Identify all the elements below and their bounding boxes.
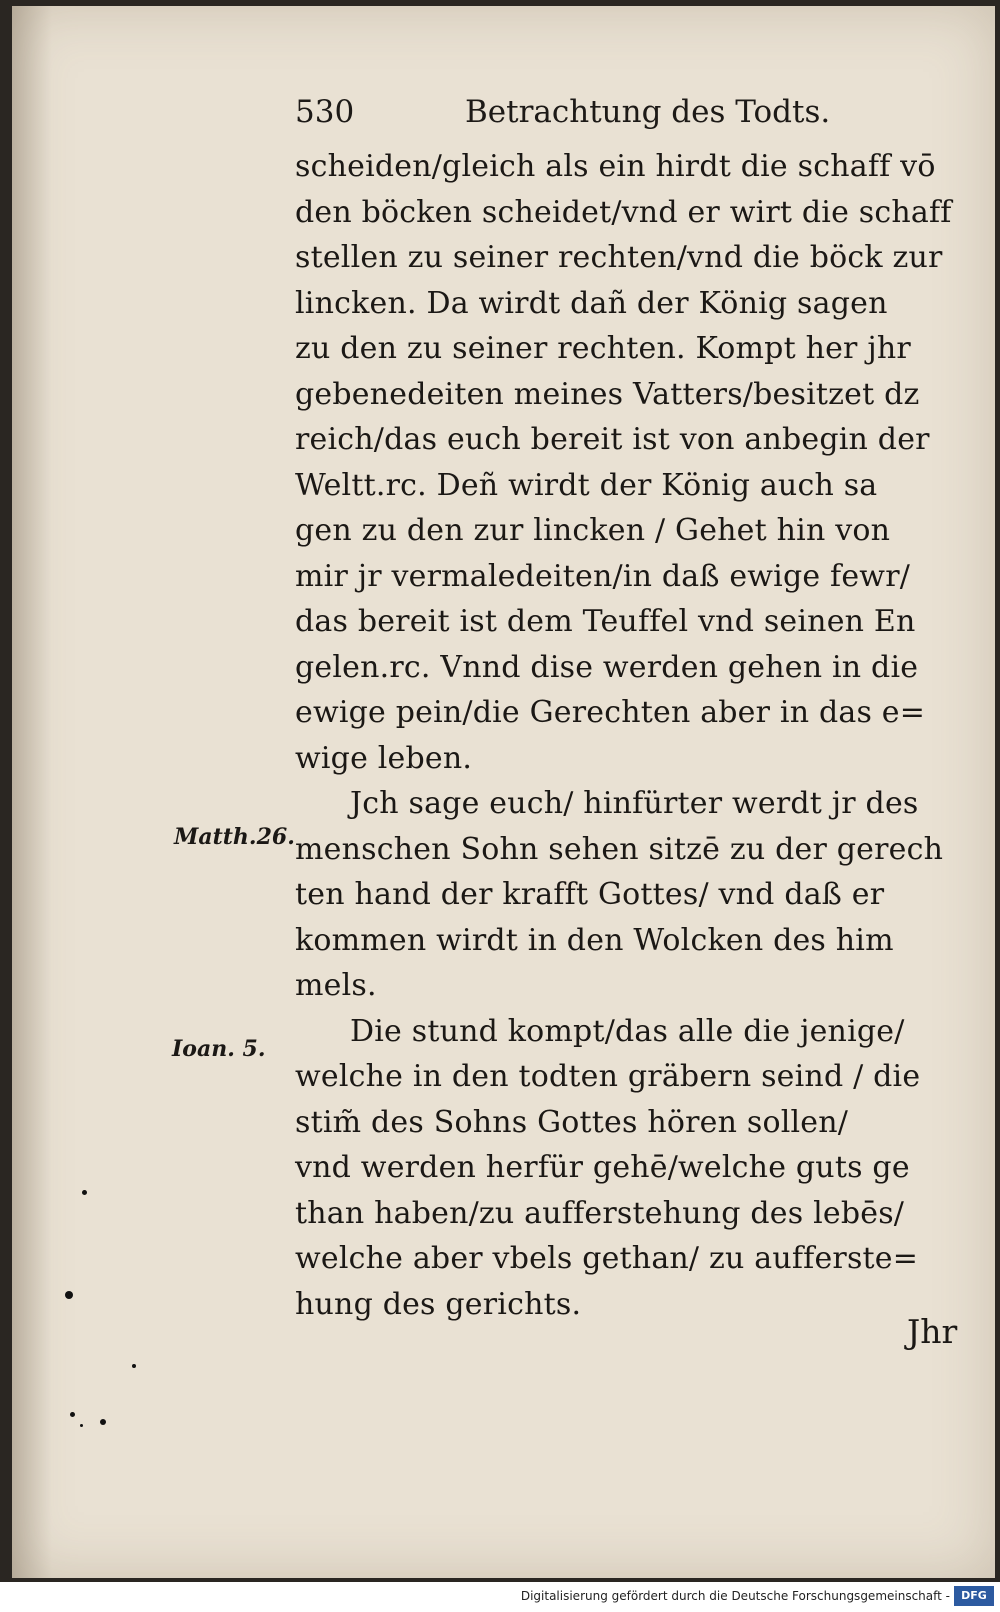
footer-credit: Digitalisierung gefördert durch die Deutsche Forschungsgemeinschaft - [520,1589,950,1603]
text-line: wige leben. [295,740,473,776]
text-line: gebenedeiten meines Vatters/besitzet dz [295,376,920,412]
dfg-logo: DFG [954,1586,994,1606]
page-number: 530 [295,94,355,130]
text-line: ewige pein/die Gerechten aber in das e= [295,695,926,730]
book-page [12,6,995,1578]
text-line: Weltt.rc. Deñ wirdt der König auch sa [295,467,878,503]
text-line: das bereit ist dem Teuffel vnd seinen En [295,604,916,639]
ink-speck [100,1419,106,1425]
text-line: than haben/zu aufferstehung des lebēs/ [295,1195,905,1231]
page-gutter-shadow [12,6,52,1578]
text-line: mels. [295,968,377,1003]
ink-speck [65,1291,73,1299]
margin-note-matth: Matth.26. [174,824,295,850]
text-line: reich/das euch bereit ist von anbegin der [295,422,930,457]
text-line: ten hand der krafft Gottes/ vnd daß er [295,877,885,912]
text-line: zu den zu seiner rechten. Kompt her jhr [295,331,911,366]
text-line: welche in den todten gräbern seind / die [295,1059,921,1094]
text-line: hung des gerichts. [295,1286,582,1322]
ink-speck [80,1424,83,1427]
catchword: Jhr [907,1312,958,1351]
text-line: kommen wirdt in den Wolcken des him [295,922,894,958]
text-line: lincken. Da wirdt dañ der König sagen [295,285,888,321]
body-text [295,144,975,1327]
text-line: menschen Sohn sehen sitzē zu der gerech [295,831,944,867]
text-line: gelen.rc. Vnnd dise werden gehen in die [295,649,919,685]
text-line: gen zu den zur lincken / Gehet hin von [295,513,891,548]
page-header [295,94,855,138]
text-line: stim̃ des Sohns Gottes hören sollen/ [295,1104,849,1140]
text-line: den böcken scheidet/vnd er wirt die schaff [295,194,952,230]
text-line: stellen zu seiner rechten/vnd die böck zur [295,240,943,275]
text-line: mir jr vermaledeiten/in daß ewige fewr/ [295,558,911,594]
ink-speck [132,1364,136,1368]
text-line: vnd werden herfür gehē/welche guts ge [295,1150,910,1185]
digitization-footer [0,1582,1000,1612]
text-line: welche aber vbels gethan/ zu aufferste= [295,1241,919,1276]
running-title: Betrachtung des Todts. [465,94,831,130]
ink-speck [70,1412,75,1417]
ink-speck [82,1190,87,1195]
margin-note-ioan: Ioan. 5. [172,1036,266,1062]
text-line: Jch sage euch/ hinfürter werdt jr des [350,786,919,821]
text-line: scheiden/gleich als ein hirdt die schaff vō [295,149,936,184]
text-line: Die stund kompt/das alle die jenige/ [350,1013,905,1049]
